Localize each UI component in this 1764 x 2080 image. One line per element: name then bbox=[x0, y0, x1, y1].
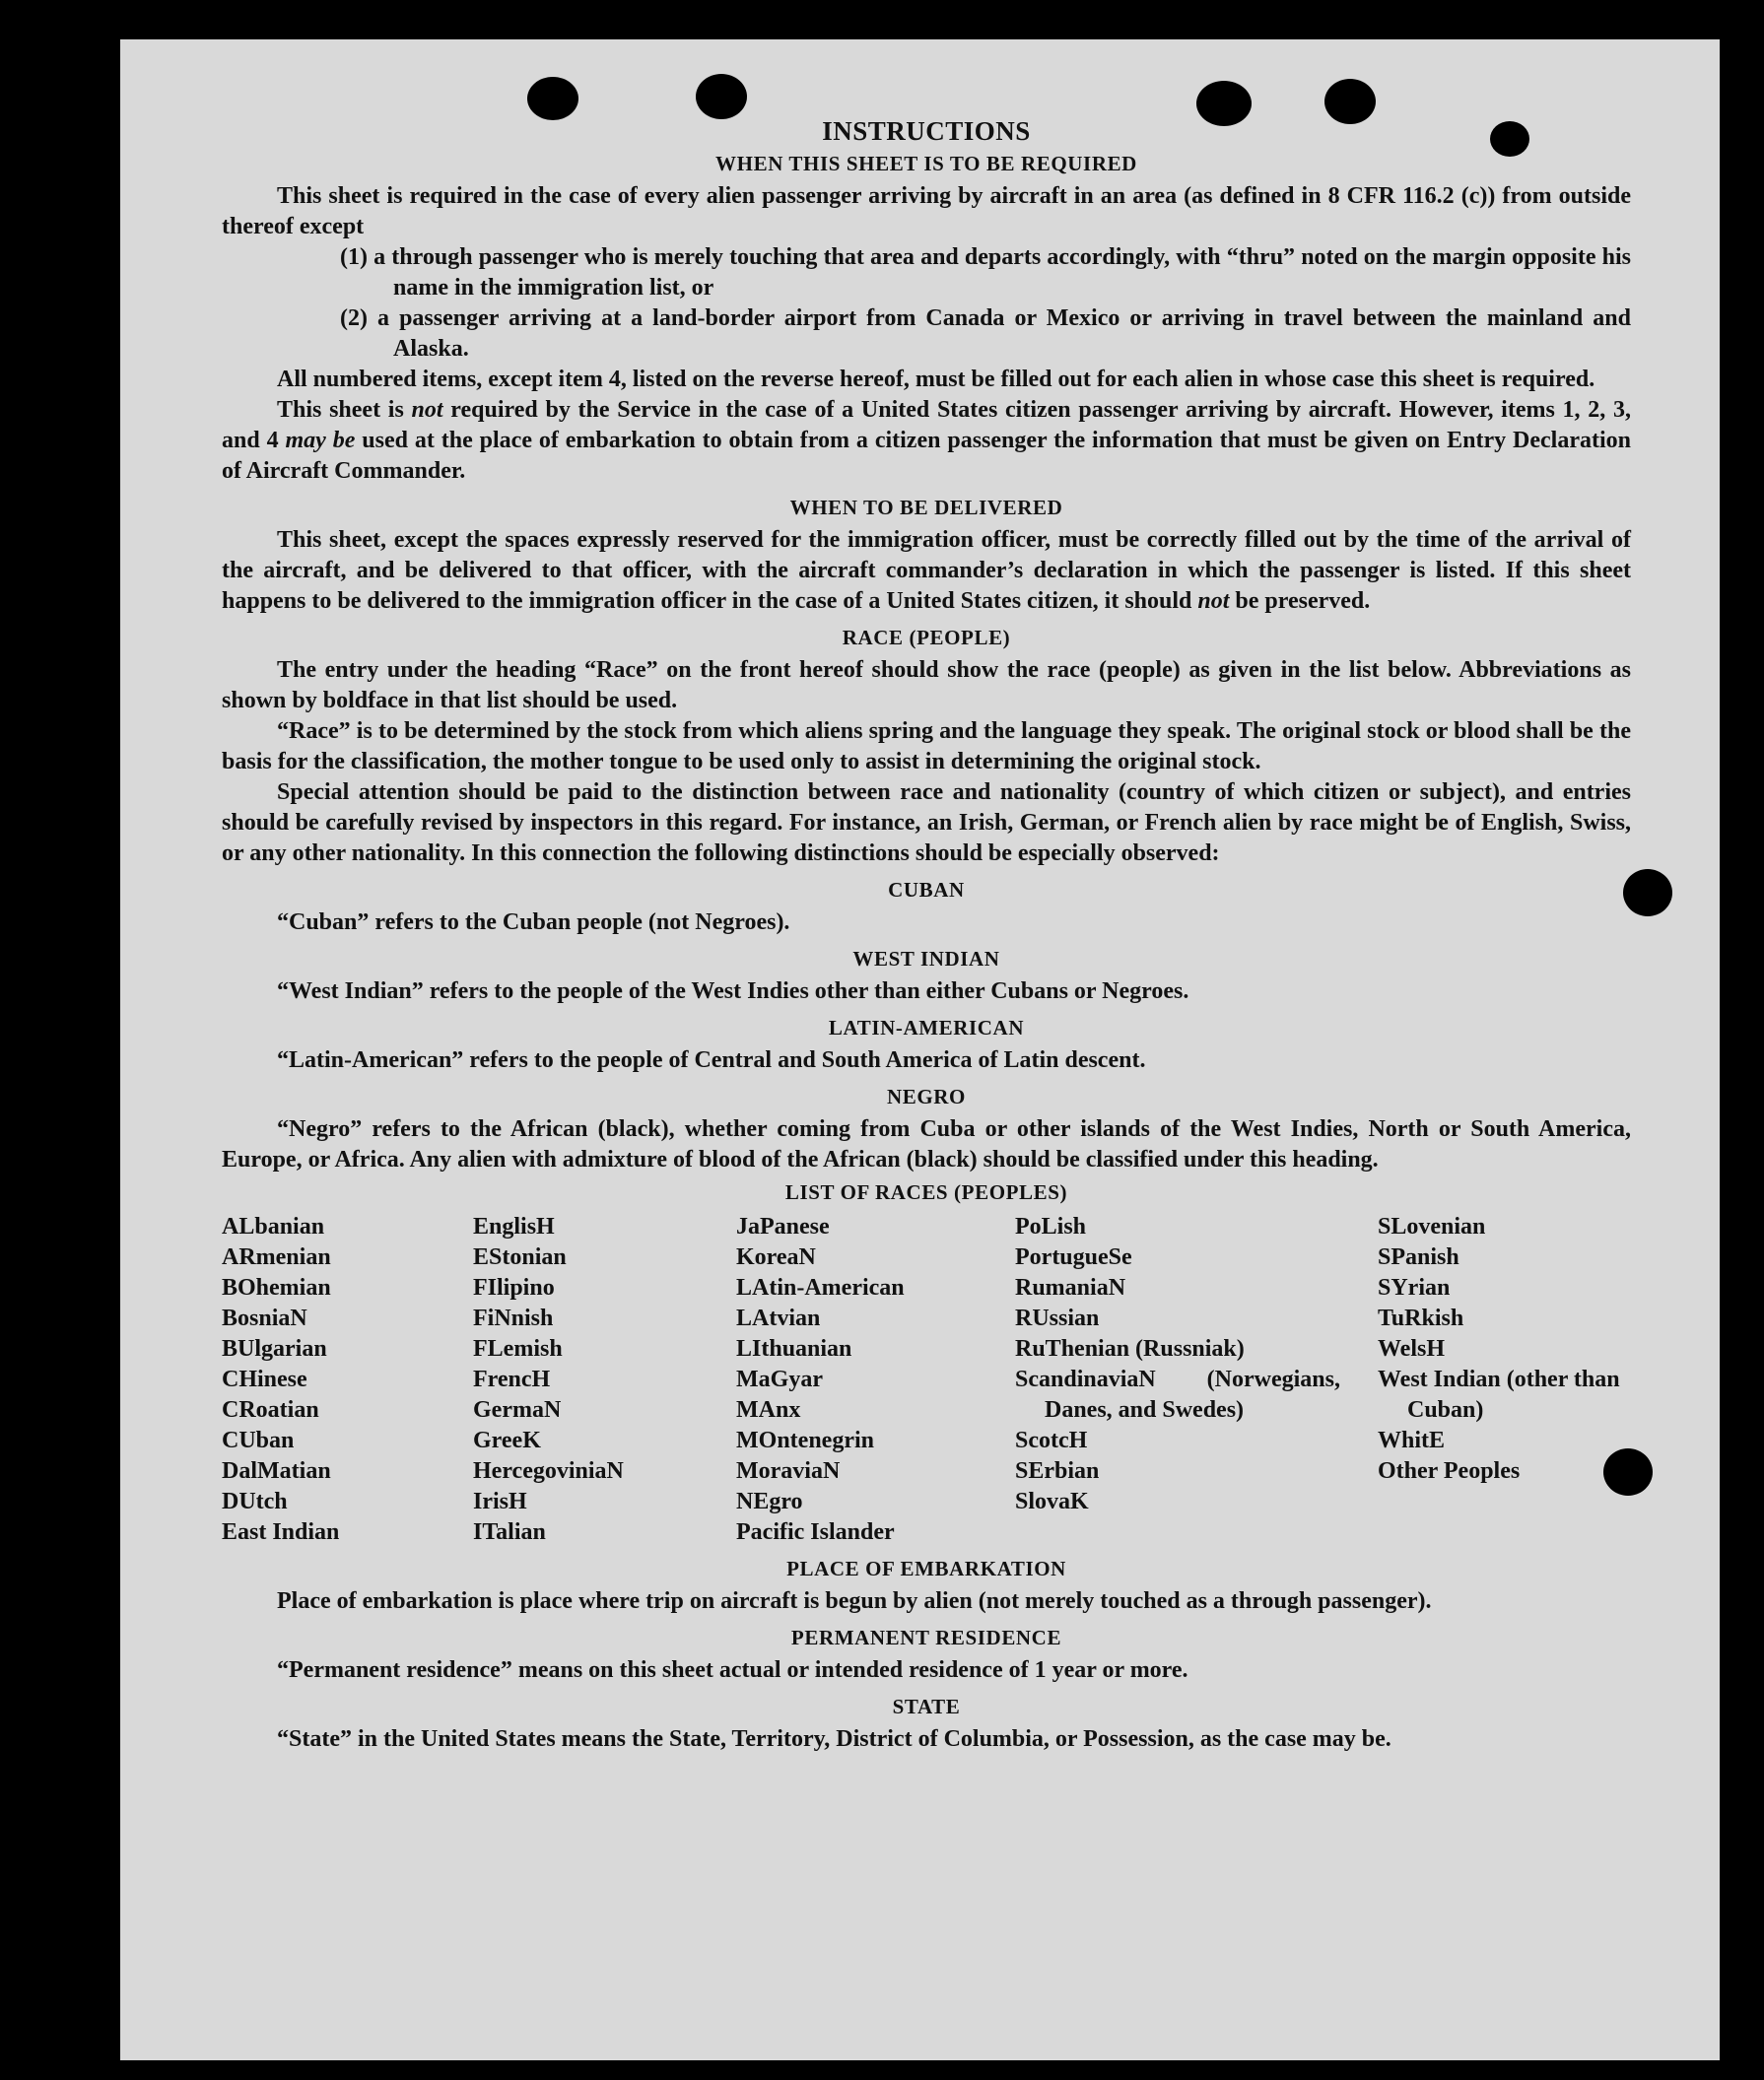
races-column-2 bbox=[473, 1212, 736, 1548]
section-heading-state: STATE bbox=[892, 1695, 961, 1718]
race-item: PoLish bbox=[1015, 1214, 1087, 1240]
race-item: HercegoviniaN bbox=[473, 1458, 624, 1484]
race-item: MoraviaN bbox=[736, 1458, 841, 1484]
section-heading-cuban: CUBAN bbox=[888, 878, 965, 902]
race-item: BOhemian bbox=[222, 1275, 331, 1301]
race-item: West Indian (other than Cuban) bbox=[1378, 1367, 1620, 1423]
west-indian-text: “West Indian” refers to the people of the West Indies other than either Cubans or Negroes. bbox=[277, 978, 1189, 1004]
section-heading-embarkation: PLACE OF EMBARKATION bbox=[786, 1557, 1066, 1580]
section-heading-required: WHEN THIS SHEET IS TO BE REQUIRED bbox=[715, 152, 1137, 175]
race-item: PortugueSe bbox=[1015, 1244, 1132, 1270]
race-item: Other Peoples bbox=[1378, 1458, 1521, 1484]
section-heading-race: RACE (PEOPLE) bbox=[842, 626, 1011, 649]
races-column-1 bbox=[222, 1212, 473, 1548]
latin-american-text: “Latin-American” refers to the people of Central and South America of Latin descent. bbox=[277, 1047, 1146, 1073]
document-sheet bbox=[120, 39, 1720, 2060]
required-paragraph-3: This sheet is not required by the Service in the case of a United States citizen passenger arriving by aircraft. However, items 1, 2, 3, and 4 may be used at the place of embarkation to obtain from a citizen passenger the information that must be given on Entry Declaration of Aircraft Commander. bbox=[222, 397, 1632, 484]
race-item: KoreaN bbox=[736, 1244, 816, 1270]
race-item: CHinese bbox=[222, 1367, 307, 1392]
races-column-4 bbox=[1015, 1212, 1378, 1548]
residence-text: “Permanent residence” means on this sheet actual or intended residence of 1 year or more. bbox=[277, 1657, 1188, 1683]
race-item: DalMatian bbox=[222, 1458, 331, 1484]
section-heading-west-indian: WEST INDIAN bbox=[852, 947, 1000, 971]
race-item: CUban bbox=[222, 1428, 295, 1453]
race-item: LAtvian bbox=[736, 1306, 821, 1331]
race-item: ITalian bbox=[473, 1519, 546, 1545]
race-item: SPanish bbox=[1378, 1244, 1459, 1270]
races-list bbox=[222, 1212, 1631, 1548]
race-item: BUlgarian bbox=[222, 1336, 327, 1362]
document-title: INSTRUCTIONS bbox=[822, 116, 1031, 146]
race-item: SlovaK bbox=[1015, 1489, 1089, 1514]
race-item: GreeK bbox=[473, 1428, 541, 1453]
exception-item-1: (1) a through passenger who is merely touching that area and departs accordingly, with “thru” noted on the margin opposite his name in the immigration list, or bbox=[340, 244, 1631, 301]
race-item: LAtin-American bbox=[736, 1275, 905, 1301]
race-item: EnglisH bbox=[473, 1214, 555, 1240]
race-item: WelsH bbox=[1378, 1336, 1446, 1362]
delivered-paragraph: This sheet, except the spaces expressly reserved for the immigration officer, must be correctly filled out by the time of the arrival of the aircraft, and be delivered to that officer, with the aircraft commander’s declaration in which the passenger is listed. If this sheet happens to be delivered to the immigration officer in the case of a United States citizen, it should not be preserved. bbox=[222, 527, 1631, 614]
section-heading-latin-american: LATIN-AMERICAN bbox=[828, 1016, 1025, 1040]
section-heading-residence: PERMANENT RESIDENCE bbox=[790, 1626, 1062, 1649]
state-text: “State” in the United States means the State, Territory, District of Columbia, or Possession, as the case may be. bbox=[277, 1726, 1391, 1752]
races-column-5 bbox=[1378, 1212, 1631, 1548]
section-heading-negro: NEGRO bbox=[886, 1085, 966, 1108]
race-item: ScandinaviaN (Norwegians, Danes, and Swedes) bbox=[1015, 1367, 1340, 1423]
race-paragraph-3: Special attention should be paid to the distinction between race and nationality (country of which citizen or subject), and entries should be carefully revised by inspectors in this regard. For instance, an Irish, German, or French alien by race might be of English, Swiss, or any other nationality. In this connection the following distinctions should be especially observed: bbox=[222, 779, 1631, 866]
race-item: NEgro bbox=[736, 1489, 803, 1514]
race-item: WhitE bbox=[1378, 1428, 1446, 1453]
race-item: FiNnish bbox=[473, 1306, 554, 1331]
race-item: MOntenegrin bbox=[736, 1428, 874, 1453]
race-item: CRoatian bbox=[222, 1397, 319, 1423]
race-item: Pacific Islander bbox=[736, 1519, 895, 1545]
race-item: DUtch bbox=[222, 1489, 288, 1514]
punch-hole bbox=[696, 74, 747, 119]
required-paragraph-1: This sheet is required in the case of every alien passenger arriving by aircraft in an area (as defined in 8 CFR 116.2 (c)) from outside thereof except bbox=[222, 183, 1631, 239]
race-item: East Indian bbox=[222, 1519, 340, 1545]
race-item: IrisH bbox=[473, 1489, 527, 1514]
instructions-content bbox=[222, 116, 1631, 1755]
race-item: MAnx bbox=[736, 1397, 801, 1423]
race-item: TuRkish bbox=[1378, 1306, 1464, 1331]
race-item: FLemish bbox=[473, 1336, 563, 1362]
race-item: LIthuanian bbox=[736, 1336, 852, 1362]
race-item: ScotcH bbox=[1015, 1428, 1088, 1453]
race-item: JaPanese bbox=[736, 1214, 830, 1240]
exception-item-2: (2) a passenger arriving at a land-border airport from Canada or Mexico or arriving in travel between the mainland and Alaska. bbox=[340, 305, 1631, 362]
race-paragraph-1: The entry under the heading “Race” on the front hereof should show the race (people) as given in the list below. Abbreviations as shown by boldface in that list should be used. bbox=[222, 657, 1631, 713]
required-paragraph-2: All numbered items, except item 4, listed on the reverse hereof, must be filled out for each alien in whose case this sheet is required. bbox=[277, 367, 1595, 392]
race-paragraph-2: “Race” is to be determined by the stock from which aliens spring and the language they speak. The original stock or blood shall be the basis for the classification, the mother tongue to be used only to assist in determining the original stock. bbox=[222, 718, 1631, 774]
race-item: EStonian bbox=[473, 1244, 567, 1270]
races-column-3 bbox=[736, 1212, 1015, 1548]
section-heading-delivered: WHEN TO BE DELIVERED bbox=[789, 496, 1063, 519]
race-item: SLovenian bbox=[1378, 1214, 1486, 1240]
negro-text: “Negro” refers to the African (black), whether coming from Cuba or other islands of the West Indies, North or South America, Europe, or Africa. Any alien with admixture of blood of the African (black) should be classified under this heading. bbox=[222, 1116, 1631, 1173]
race-item: BosniaN bbox=[222, 1306, 307, 1331]
race-item: FrencH bbox=[473, 1367, 551, 1392]
race-item: SYrian bbox=[1378, 1275, 1451, 1301]
race-item: GermaN bbox=[473, 1397, 562, 1423]
cuban-text: “Cuban” refers to the Cuban people (not Negroes). bbox=[277, 909, 790, 935]
section-heading-races-list: LIST OF RACES (PEOPLES) bbox=[784, 1180, 1068, 1204]
race-item: RumaniaN bbox=[1015, 1275, 1126, 1301]
punch-hole bbox=[527, 77, 578, 120]
race-item: FIlipino bbox=[473, 1275, 555, 1301]
race-item: ARmenian bbox=[222, 1244, 331, 1270]
race-item: RuThenian (Russniak) bbox=[1015, 1336, 1245, 1362]
race-item: RUssian bbox=[1015, 1306, 1100, 1331]
race-item: MaGyar bbox=[736, 1367, 823, 1392]
embarkation-text: Place of embarkation is place where trip on aircraft is begun by alien (not merely touched as a through passenger). bbox=[277, 1588, 1432, 1614]
race-item: SErbian bbox=[1015, 1458, 1100, 1484]
race-item: ALbanian bbox=[222, 1214, 325, 1240]
